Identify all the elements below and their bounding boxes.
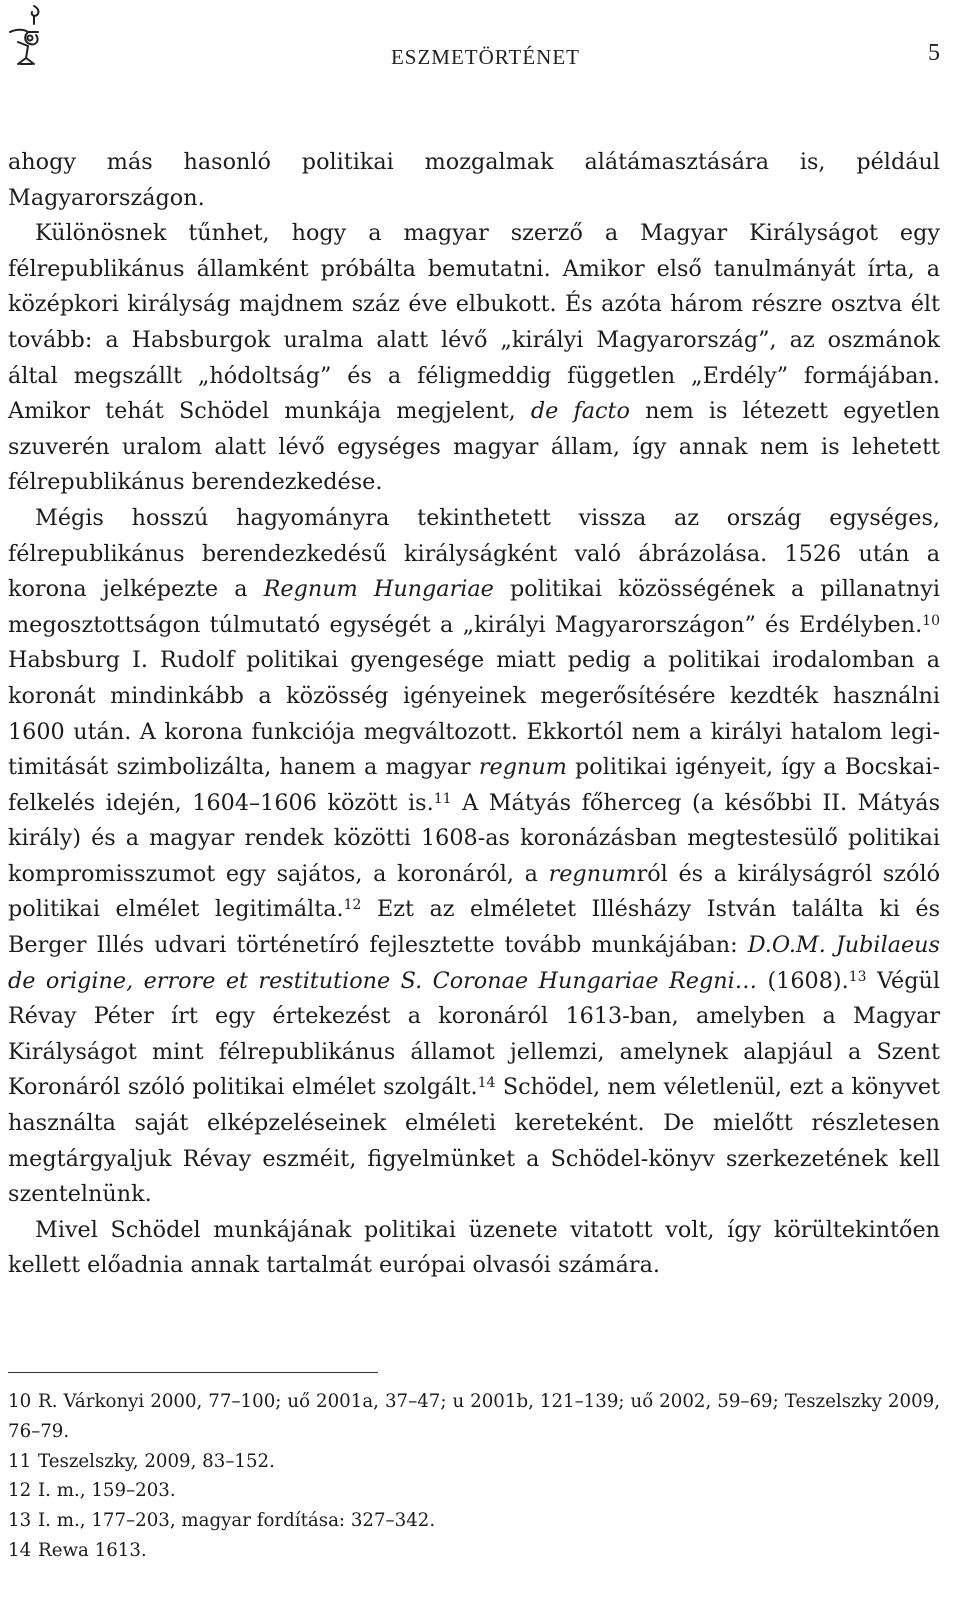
footnote-10 xyxy=(8,1387,940,1447)
paragraph-text: ahogy más hasonló politikai mozgalmak alátámasztására is, például Magyarországon. xyxy=(8,149,940,211)
footnote-text: Rewa 1613. xyxy=(38,1539,147,1561)
footnote-ref-13[interactable]: 13 xyxy=(848,968,867,985)
paragraph-text: politikai közösségének a pillanatnyi megosztottságon túlmutató egységét a „királyi Magyarországon” és Erdélyben. xyxy=(8,576,941,638)
main-text xyxy=(8,145,940,1284)
paragraph-text: (1608). xyxy=(767,967,849,994)
paragraph-text: ról xyxy=(636,860,668,887)
italic-term: Regnum Hungariae xyxy=(263,576,494,603)
footnote-text: Teszelszky, 2009, 83–152. xyxy=(38,1450,275,1472)
italic-title: D.O.M. Jubilaeus de origine, errore et restitutione S. Coronae Hungariae Regni… xyxy=(8,932,940,994)
footnote-number: 14 xyxy=(8,1539,32,1561)
footnote-divider xyxy=(8,1372,378,1373)
footnote-text: R. Várkonyi 2000, 77–100; uő 2001a, 37–47; u 2001b, 121–139; uő 2002, 59–69; Teszelszky 2009, 76–79. xyxy=(8,1391,940,1442)
paragraph-text: nem is létezett egyetlen szuverén uralom alatt lévő egységes magyar állam, így annak nem is lehetett félrepublikánus berendezkedése. xyxy=(8,398,940,496)
footnote-12 xyxy=(8,1476,940,1506)
paragraph-text: Ezt az elméletet Illésházy István találta ki és Berger Illés udvari történetíró fejlesztette tovább munkájában: xyxy=(8,896,941,959)
footnote-ref-11[interactable]: 11 xyxy=(433,790,452,807)
footnote-ref-12[interactable]: 12 xyxy=(343,897,362,914)
paragraph-text: politikai igényeit, így a Bocskai-felkelés idején, 1604–1606 között is. xyxy=(8,754,940,816)
paragraph-text: és a királyságról szóló politikai elmélet legitimálta. xyxy=(8,860,941,923)
paragraph-text: A Mátyás főherceg (a későbbi II. Mátyás király) és a magyar rendek közötti 1608-as koronázásban megtestesülő politikai kompromisszumot egy sajátos, a koronáról, a xyxy=(8,789,941,887)
paragraph-2 xyxy=(8,216,940,501)
footnote-ref-10[interactable]: 10 xyxy=(922,612,940,629)
paragraph-text: Mivel Schödel munkájának politikai üzenete vitatott volt, így körültekintően kellett előadnia annak tartalmát európai olvasói számára. xyxy=(8,1216,940,1279)
paragraph-3 xyxy=(8,501,940,1213)
footnote-text: I. m., 177–203, magyar fordítása: 327–342. xyxy=(38,1510,436,1532)
running-head: ESZMETÖRTÉNET xyxy=(390,45,580,69)
paragraph-text: Különösnek tűnhet, hogy a magyar szerző a Magyar Királyságot egy félrepublikánus államként próbálta bemutatni. Amikor első tanulmányát írta, a középkori királyság majdnem száz éve elbukott. És azóta három részre osztva élt tovább: a Habsburgok uralma alatt lévő „királyi Magyarország”, az oszmánok által megszállt „hódoltság” és a féligmeddig független „Erdély” formájában. Amikor tehát Schödel munkája megjelent, xyxy=(8,220,940,425)
italic-term: de facto xyxy=(530,398,630,425)
footnote-number: 10 xyxy=(8,1391,32,1412)
footnote-number: 12 xyxy=(8,1480,32,1502)
page-number: 5 xyxy=(928,40,940,66)
paragraph-text: Mégis hosszú hagyományra tekinthetett vissza az ország egységes, félrepublikánus berendezkedésű királyságként való ábrázolása. 1526 után a korona jelképezte a xyxy=(8,504,940,603)
footnotes xyxy=(8,1387,940,1566)
footnote-number: 13 xyxy=(8,1510,32,1532)
footnote-11 xyxy=(8,1447,940,1477)
paragraph-text: Végül Révay Péter írt egy értekezést a koronáról 1613-ban, amelyben a Magyar Királyságot mint félrepublikánus államot jellemzi, amelynek alapjául a Szent Koronáról szóló politikai elmélet szolgált. xyxy=(8,967,940,1101)
footnote-text: I. m., 159–203. xyxy=(38,1480,176,1502)
footnote-ref-14[interactable]: 14 xyxy=(477,1075,496,1092)
italic-term: regnum xyxy=(548,860,637,887)
italic-term: regnum xyxy=(478,754,567,781)
footnote-14 xyxy=(8,1536,940,1566)
footnote-number: 11 xyxy=(8,1450,32,1472)
paragraph-1 xyxy=(8,145,940,216)
paragraph-4 xyxy=(8,1213,940,1284)
footnote-13 xyxy=(8,1506,940,1536)
paragraph-text: Schödel, nem véletlenül, ezt a könyvet használta saját elképzeléseinek elméleti kereteként. De mielőtt részletesen megtárgyaljuk Révay eszméit, figyelmünket a Schödel-könyv szerkezetének kell szentelnünk. xyxy=(8,1074,940,1208)
paragraph-text: Habsburg I. Rudolf politikai gyengesége miatt pedig a politikai irodalomban a koronát mindinkább a közösség igényeinek megerősítésére kezdték használni 1600 után. A korona funkciója megváltozott. Ekkortól nem a királyi hatalom legitimitását szimbolizálta, hanem a magyar xyxy=(8,647,940,781)
